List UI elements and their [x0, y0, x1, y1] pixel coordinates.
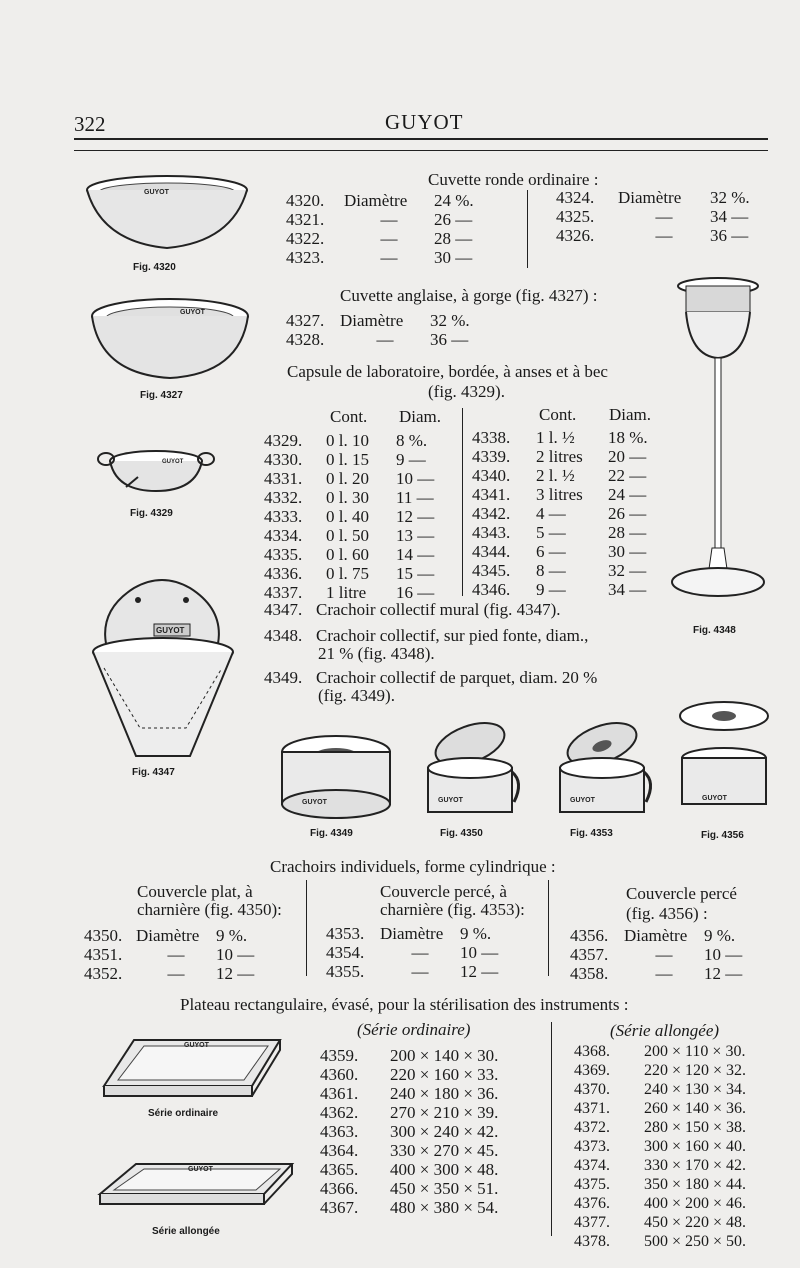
serie-allongee-caption: Série allongée — [152, 1226, 220, 1237]
table-cell-ref: 4363. — [320, 1122, 359, 1141]
table-row — [472, 428, 668, 447]
table-cell-ref: 4339. — [472, 447, 511, 466]
crachoir-4349: 4349. Crachoir collectif de parquet, diam. 20 % — [264, 668, 598, 687]
table-cell-diam: 32 — — [608, 561, 647, 580]
table-cell-diam: 14 — — [396, 545, 435, 564]
table-cell-cont: 0 l. 15 — [326, 450, 369, 469]
table-cell-label: — — [655, 945, 673, 964]
plateau-allongee-table — [574, 1042, 784, 1251]
table-cell-ref: 4342. — [472, 504, 511, 523]
table-row — [320, 1160, 530, 1179]
table-cell-ref: 4370. — [574, 1081, 610, 1098]
individuels-divider-2 — [548, 880, 549, 976]
plateau-allongee-head: (Série allongée) — [610, 1021, 720, 1040]
table-cell-ref: 4343. — [472, 523, 511, 542]
group2-head1: Couvercle percé, à — [380, 882, 507, 901]
table-row — [264, 450, 456, 469]
table-row — [264, 469, 456, 488]
stamp: GUYOT — [162, 459, 184, 465]
cuvette-anglaise-title: Cuvette anglaise, à gorge (fig. 4327) : — [340, 286, 598, 305]
table-cell-ref: 4346. — [472, 580, 511, 599]
table-row — [472, 542, 668, 561]
table-cell-dims: 240 × 180 × 36. — [390, 1084, 499, 1103]
plateau-divider — [551, 1022, 552, 1236]
table-cell-cont: 0 l. 60 — [326, 545, 369, 564]
table-cell-ref: 4341. — [472, 485, 511, 504]
table-cell-ref: 4323. — [286, 248, 325, 267]
table-row — [574, 1194, 784, 1213]
table-cell-diam: 16 — — [396, 583, 435, 602]
capsule-col-diam-left: Diam. — [399, 407, 442, 426]
table-cell-ref: 4357. — [570, 945, 609, 964]
table-cell-diam: 9 — — [396, 450, 426, 469]
stamp: GUYOT — [144, 189, 169, 196]
table-cell-ref: 4353. — [326, 924, 365, 943]
table-cell-cont: 2 l. ½ — [536, 466, 575, 485]
table-cell-dims: 400 × 300 × 48. — [390, 1160, 499, 1179]
table-row — [320, 1046, 530, 1065]
table-cell-ref: 4368. — [574, 1043, 610, 1060]
table-cell-val: 9 %. — [460, 924, 492, 943]
table-cell-label: — — [655, 226, 673, 245]
table-row — [326, 924, 520, 943]
group3-head2: (fig. 4356) : — [626, 904, 708, 923]
table-cell-diam: 22 — — [608, 466, 647, 485]
spittoon-4353-illustration — [556, 716, 656, 820]
table-cell-ref: 4327. — [286, 311, 325, 330]
table-cell-label: — — [411, 962, 429, 981]
table-cell-val: 12 — — [460, 962, 499, 981]
table-cell-ref: 4374. — [574, 1157, 610, 1174]
table-cell-diam: 26 — — [608, 504, 647, 523]
table-row — [556, 188, 770, 207]
table-cell-ref: 4356. — [570, 926, 609, 945]
fig-4329-caption: Fig. 4329 — [130, 508, 173, 519]
table-row — [264, 545, 456, 564]
table-cell-ref: 4322. — [286, 229, 325, 248]
stamp: GUYOT — [438, 797, 463, 804]
cuvette-anglaise-rows — [286, 311, 490, 349]
fig-4353-caption: Fig. 4353 — [570, 828, 613, 839]
table-cell-dims: 480 × 380 × 54. — [390, 1198, 499, 1217]
table-cell-cont: 3 litres — [536, 485, 583, 504]
table-row — [84, 964, 276, 983]
table-cell-label: — — [380, 229, 398, 248]
cuvette-ronde-divider — [527, 190, 528, 268]
floor-spittoon-4348-illustration — [676, 276, 776, 606]
table-cell-ref: 4367. — [320, 1198, 359, 1217]
table-cell-val: 32 %. — [430, 311, 470, 330]
group1-head1: Couvercle plat, à — [137, 882, 253, 901]
table-row — [574, 1156, 784, 1175]
table-cell-val: 9 %. — [216, 926, 248, 945]
bowl-4320-illustration — [82, 172, 252, 262]
table-cell-dims: 350 × 180 × 44. — [644, 1176, 747, 1193]
table-row — [264, 507, 456, 526]
table-cell-ref: 4326. — [556, 226, 595, 245]
capsule-title-line1: Capsule de laboratoire, bordée, à anses et à bec — [287, 362, 608, 381]
table-cell-val: 10 — — [704, 945, 743, 964]
stamp: GUYOT — [302, 799, 327, 806]
table-cell-val: 9 %. — [704, 926, 736, 945]
table-cell-cont: 9 — — [536, 580, 566, 599]
table-cell-ref: 4369. — [574, 1062, 610, 1079]
table-cell-ref: 4351. — [84, 945, 123, 964]
cuvette-ronde-title: Cuvette ronde ordinaire : — [428, 170, 599, 189]
table-cell-ref: 4364. — [320, 1141, 359, 1160]
table-row — [472, 485, 668, 504]
table-cell-label: Diamètre — [618, 188, 682, 207]
fig-4320-caption: Fig. 4320 — [133, 262, 176, 273]
table-row — [472, 504, 668, 523]
table-cell-ref: 4320. — [286, 191, 325, 210]
group3-table — [570, 926, 764, 983]
table-cell-diam: 15 — — [396, 564, 435, 583]
stamp: GUYOT — [156, 626, 185, 635]
cuvette-ronde-left — [286, 191, 494, 267]
table-row — [574, 1175, 784, 1194]
table-row — [556, 226, 770, 245]
table-cell-ref: 4344. — [472, 542, 511, 561]
table-cell-ref: 4366. — [320, 1179, 359, 1198]
table-cell-ref: 4354. — [326, 943, 365, 962]
spittoon-4356-illustration — [678, 700, 770, 824]
table-cell-ref: 4378. — [574, 1233, 610, 1250]
table-cell-val: 36 — — [430, 330, 469, 349]
table-cell-dims: 300 × 160 × 40. — [644, 1138, 747, 1155]
table-cell-ref: 4335. — [264, 545, 303, 564]
table-cell-diam: 13 — — [396, 526, 435, 545]
crachoir-4349-cont: (fig. 4349). — [318, 686, 395, 705]
table-row — [574, 1080, 784, 1099]
table-cell-ref: 4324. — [556, 188, 595, 207]
table-cell-diam: 18 %. — [608, 428, 648, 447]
table-row — [84, 945, 276, 964]
table-row — [574, 1137, 784, 1156]
group3-head1: Couvercle percé — [626, 884, 737, 903]
table-cell-dims: 450 × 220 × 48. — [644, 1214, 747, 1231]
table-cell-diam: 10 — — [396, 469, 435, 488]
table-cell-cont: 1 litre — [326, 583, 367, 602]
table-row — [574, 1232, 784, 1251]
plateau-ordinaire-head: (Série ordinaire) — [357, 1020, 471, 1039]
table-cell-ref: 4331. — [264, 469, 303, 488]
table-cell-dims: 220 × 120 × 32. — [644, 1062, 747, 1079]
table-cell-diam: 20 — — [608, 447, 647, 466]
crachoir-4348-cont: 21 % (fig. 4348). — [318, 644, 435, 663]
table-row — [570, 926, 764, 945]
table-cell-cont: 6 — — [536, 542, 566, 561]
table-cell-label: — — [167, 945, 185, 964]
table-cell-ref: 4361. — [320, 1084, 359, 1103]
table-cell-ref: 4360. — [320, 1065, 359, 1084]
table-cell-ref: 4330. — [264, 450, 303, 469]
fig-4327-caption: Fig. 4327 — [140, 390, 183, 401]
spittoon-4349-illustration — [280, 734, 392, 822]
table-cell-label: Diamètre — [136, 926, 200, 945]
group2-table — [326, 924, 520, 981]
table-cell-diam: 24 — — [608, 485, 647, 504]
table-cell-ref: 4365. — [320, 1160, 359, 1179]
table-cell-ref: 4376. — [574, 1195, 610, 1212]
table-row — [472, 580, 668, 599]
header-rule-thin — [74, 150, 768, 151]
table-cell-diam: 28 — — [608, 523, 647, 542]
table-row — [574, 1118, 784, 1137]
table-cell-label: — — [167, 964, 185, 983]
table-cell-cont: 0 l. 30 — [326, 488, 369, 507]
table-cell-ref: 4371. — [574, 1100, 610, 1117]
table-cell-ref: 4332. — [264, 488, 303, 507]
table-cell-ref: 4375. — [574, 1176, 610, 1193]
table-cell-cont: 2 litres — [536, 447, 583, 466]
capsule-table-left — [264, 431, 456, 602]
tray-allongee-illustration — [96, 1160, 296, 1210]
table-row — [570, 964, 764, 983]
table-cell-val: 10 — — [460, 943, 499, 962]
table-cell-cont: 0 l. 50 — [326, 526, 369, 545]
table-cell-ref: 4373. — [574, 1138, 610, 1155]
capsule-4329-illustration — [98, 447, 216, 497]
table-cell-val: 28 — — [434, 229, 473, 248]
table-row — [286, 311, 490, 330]
table-cell-ref: 4345. — [472, 561, 511, 580]
capsule-divider — [462, 408, 463, 596]
table-cell-label: — — [411, 943, 429, 962]
capsule-col-cont-right: Cont. — [539, 405, 577, 424]
table-row — [574, 1099, 784, 1118]
table-row — [286, 248, 494, 267]
table-cell-diam: 30 — — [608, 542, 647, 561]
table-cell-cont: 0 l. 10 — [326, 431, 369, 450]
table-cell-ref: 4336. — [264, 564, 303, 583]
stamp: GUYOT — [570, 797, 595, 804]
table-cell-val: 36 — — [710, 226, 749, 245]
table-cell-label: — — [380, 248, 398, 267]
header-rule-thick — [74, 138, 768, 140]
table-cell-cont: 0 l. 40 — [326, 507, 369, 526]
table-cell-val: 32 %. — [710, 188, 750, 207]
table-cell-diam: 34 — — [608, 580, 647, 599]
table-row — [326, 943, 520, 962]
table-cell-diam: 12 — — [396, 507, 435, 526]
table-row — [84, 926, 276, 945]
tray-ordinaire-illustration — [100, 1036, 284, 1102]
group2-head2: charnière (fig. 4353): — [380, 900, 525, 919]
table-cell-val: 12 — — [704, 964, 743, 983]
plateau-ordinaire-table — [320, 1046, 530, 1217]
table-cell-ref: 4355. — [326, 962, 365, 981]
table-cell-ref: 4338. — [472, 428, 511, 447]
table-cell-ref: 4359. — [320, 1046, 359, 1065]
table-cell-label: — — [655, 964, 673, 983]
table-row — [574, 1061, 784, 1080]
table-cell-label: Diamètre — [624, 926, 688, 945]
table-cell-val: 24 %. — [434, 191, 474, 210]
table-row — [574, 1042, 784, 1061]
table-cell-label: — — [655, 207, 673, 226]
table-cell-ref: 4372. — [574, 1119, 610, 1136]
table-row — [286, 210, 494, 229]
table-cell-ref: 4325. — [556, 207, 595, 226]
table-cell-cont: 0 l. 75 — [326, 564, 369, 583]
table-cell-ref: 4333. — [264, 507, 303, 526]
stamp: GUYOT — [184, 1042, 209, 1049]
table-row — [320, 1084, 530, 1103]
table-cell-dims: 220 × 160 × 33. — [390, 1065, 499, 1084]
table-row — [320, 1065, 530, 1084]
table-cell-dims: 260 × 140 × 36. — [644, 1100, 747, 1117]
table-cell-val: 30 — — [434, 248, 473, 267]
table-cell-ref: 4350. — [84, 926, 123, 945]
table-cell-cont: 4 — — [536, 504, 566, 523]
table-cell-dims: 330 × 170 × 42. — [644, 1157, 747, 1174]
table-row — [570, 945, 764, 964]
table-row — [472, 447, 668, 466]
table-cell-ref: 4329. — [264, 431, 303, 450]
fig-4350-caption: Fig. 4350 — [440, 828, 483, 839]
table-cell-cont: 5 — — [536, 523, 566, 542]
table-row — [320, 1179, 530, 1198]
table-cell-ref: 4358. — [570, 964, 609, 983]
table-cell-dims: 240 × 130 × 34. — [644, 1081, 747, 1098]
table-cell-diam: 8 %. — [396, 431, 428, 450]
table-cell-label: — — [376, 330, 394, 349]
bowl-4327-illustration — [88, 296, 258, 386]
table-cell-ref: 4321. — [286, 210, 325, 229]
table-cell-dims: 330 × 270 × 45. — [390, 1141, 499, 1160]
table-row — [472, 466, 668, 485]
table-cell-dims: 200 × 110 × 30. — [644, 1043, 746, 1060]
crachoir-4348: 4348. Crachoir collectif, sur pied fonte, diam., — [264, 626, 589, 645]
table-cell-dims: 400 × 200 × 46. — [644, 1195, 747, 1212]
table-cell-cont: 0 l. 20 — [326, 469, 369, 488]
table-row — [286, 229, 494, 248]
crachoir-4347: 4347. Crachoir collectif mural (fig. 4347). — [264, 600, 561, 619]
serie-ordinaire-caption: Série ordinaire — [148, 1108, 219, 1119]
capsule-title-line2: (fig. 4329). — [428, 382, 505, 401]
wall-spittoon-4347-illustration — [90, 572, 236, 764]
capsule-table-right — [472, 428, 668, 599]
table-row — [556, 207, 770, 226]
table-cell-val: 34 — — [710, 207, 749, 226]
table-cell-dims: 500 × 250 × 50. — [644, 1233, 747, 1250]
table-cell-ref: 4352. — [84, 964, 123, 983]
table-row — [472, 561, 668, 580]
table-cell-label: — — [380, 210, 398, 229]
page-title: GUYOT — [385, 110, 464, 134]
table-cell-ref: 4337. — [264, 583, 303, 602]
stamp: GUYOT — [180, 309, 205, 316]
capsule-col-diam-right: Diam. — [609, 405, 652, 424]
table-cell-diam: 11 — — [396, 488, 434, 507]
table-cell-dims: 300 × 240 × 42. — [390, 1122, 499, 1141]
table-cell-dims: 200 × 140 × 30. — [390, 1046, 499, 1065]
fig-4347-caption: Fig. 4347 — [132, 767, 175, 778]
individuels-divider-1 — [306, 880, 307, 976]
spittoon-4350-illustration — [424, 716, 524, 820]
table-cell-val: 10 — — [216, 945, 255, 964]
table-cell-ref: 4377. — [574, 1214, 610, 1231]
table-row — [286, 330, 490, 349]
group1-table — [84, 926, 276, 983]
stamp: GUYOT — [188, 1166, 213, 1173]
fig-4348-caption: Fig. 4348 — [693, 625, 736, 636]
table-cell-dims: 450 × 350 × 51. — [390, 1179, 499, 1198]
table-cell-ref: 4334. — [264, 526, 303, 545]
table-row — [264, 526, 456, 545]
table-row — [264, 431, 456, 450]
table-cell-cont: 1 l. ½ — [536, 428, 575, 447]
fig-4356-caption: Fig. 4356 — [701, 830, 744, 841]
table-row — [264, 488, 456, 507]
table-row — [574, 1213, 784, 1232]
table-cell-val: 12 — — [216, 964, 255, 983]
table-row — [472, 523, 668, 542]
table-row — [320, 1103, 530, 1122]
table-row — [320, 1198, 530, 1217]
capsule-col-cont-left: Cont. — [330, 407, 368, 426]
table-cell-dims: 280 × 150 × 38. — [644, 1119, 747, 1136]
table-row — [264, 564, 456, 583]
fig-4349-caption: Fig. 4349 — [310, 828, 353, 839]
table-cell-ref: 4328. — [286, 330, 325, 349]
table-row — [326, 962, 520, 981]
table-cell-dims: 270 × 210 × 39. — [390, 1103, 499, 1122]
stamp: GUYOT — [702, 795, 727, 802]
table-cell-label: Diamètre — [340, 311, 404, 330]
plateau-title: Plateau rectangulaire, évasé, pour la stérilisation des instruments : — [180, 995, 629, 1014]
table-row — [286, 191, 494, 210]
table-row — [320, 1141, 530, 1160]
cuvette-ronde-right — [556, 188, 770, 245]
table-cell-label: Diamètre — [380, 924, 444, 943]
table-row — [320, 1122, 530, 1141]
table-cell-cont: 8 — — [536, 561, 566, 580]
individuels-title: Crachoirs individuels, forme cylindrique : — [270, 857, 556, 876]
group1-head2: charnière (fig. 4350): — [137, 900, 282, 919]
table-cell-label: Diamètre — [344, 191, 408, 210]
table-cell-val: 26 — — [434, 210, 473, 229]
table-cell-ref: 4362. — [320, 1103, 359, 1122]
table-cell-ref: 4340. — [472, 466, 511, 485]
page-number: 322 — [74, 112, 106, 136]
